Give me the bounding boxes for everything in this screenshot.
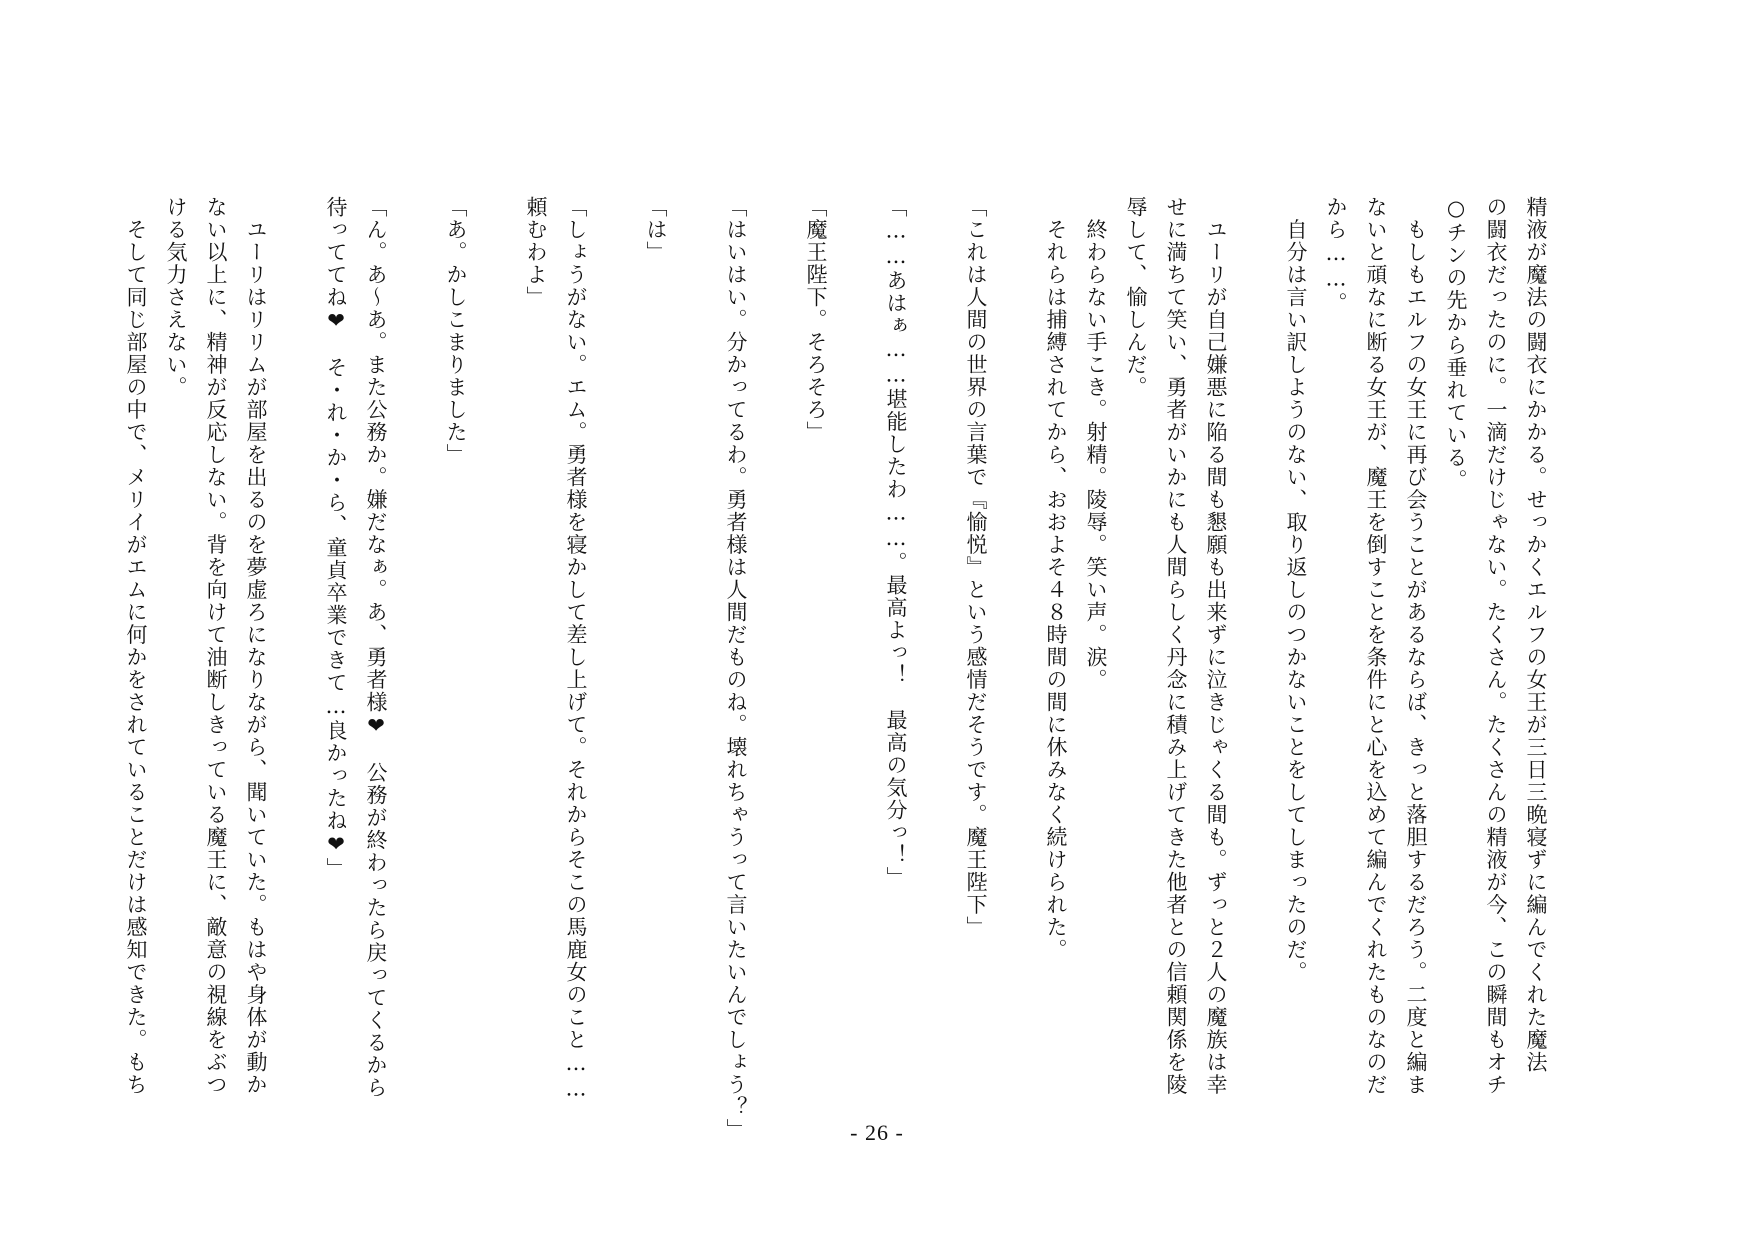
text-line: 精液が魔法の闘衣にかかる。せっかくエルフの女王が三日三晩寝ずに編んでくれた魔法	[1524, 196, 1548, 1074]
text-line: ユーリが自己嫌悪に陥る間も懇願も出来ずに泣きじゃくる間も。ずっと２人の魔族は幸	[1204, 196, 1228, 1096]
blank-line	[596, 196, 636, 1096]
text-line: もしもエルフの女王に再び会うことがあるならば、きっと落胆するだろう。二度と編ま	[1404, 196, 1428, 1096]
text-line: 辱して、愉しんだ。	[1124, 196, 1148, 399]
blank-line	[396, 196, 436, 1096]
text-line: の闘衣だったのに。一滴だけじゃない。たくさん。たくさんの精液が今、この瞬間もオチ	[1484, 196, 1508, 1096]
text-line: 終わらない手こき。射精。陵辱。笑い声。涙。	[1084, 196, 1108, 691]
dialogue-line: 「ん。あ～あ。また公務か。嫌だなぁ。あ、勇者様❤ 公務が終わったら戻ってくるから	[364, 196, 388, 1099]
blank-line	[996, 196, 1036, 1096]
text-line: から……。	[1324, 196, 1348, 315]
dialogue-line: 「はいはい。分かってるわ。勇者様は人間だものね。壊れちゃうって言いたいんでしょう？」	[724, 196, 748, 1141]
text-line: そして同じ部屋の中で、メリイがエムに何かをされていることだけは感知できた。もち	[124, 196, 148, 1096]
dialogue-line: 「しょうがない。エム。勇者様を寝かして差し上げて。それからそこの馬鹿女のこと……	[564, 196, 588, 1102]
text-line: ○チンの先から垂れている。	[1444, 196, 1468, 492]
dialogue-line: 頼むわよ」	[524, 196, 548, 309]
blank-line	[916, 196, 956, 1096]
dialogue-line: 「は」	[644, 196, 668, 264]
page-number: - 26 -	[850, 1120, 904, 1145]
blank-line	[276, 196, 316, 1096]
text-line: 自分は言い訳しようのない、取り返しのつかないことをしてしまったのだ。	[1284, 196, 1308, 984]
blank-line	[756, 196, 796, 1096]
blank-line	[1236, 196, 1276, 1096]
blank-line	[676, 196, 716, 1096]
text-line: せに満ちて笑い、勇者がいかにも人間らしく丹念に積み上げてきた他者との信頼関係を陵	[1164, 196, 1188, 1096]
dialogue-line: 「……あはぁ……堪能したわ……。最高よっ！ 最高の気分っ！」	[884, 196, 908, 889]
dialogue-line: 「魔王陛下。そろそろ」	[804, 196, 828, 444]
text-line: ない以上に、精神が反応しない。背を向けて油断しきっている魔王に、敵意の視線をぶつ	[204, 196, 228, 1096]
dialogue-line: 「これは人間の世界の言葉で『愉悦』という感情だそうです。魔王陛下」	[964, 196, 988, 939]
blank-line	[476, 196, 516, 1096]
dialogue-line: 「あ。かしこまりました」	[444, 196, 468, 466]
blank-line	[836, 196, 876, 1096]
text-line: ユーリはリリムが部屋を出るのを夢虚ろになりながら、聞いていた。もはや身体が動か	[244, 196, 268, 1096]
text-line: ける気力さえない。	[164, 196, 188, 399]
dialogue-line: 待っててね❤ そ・れ・か・ら、童貞卒業できて…良かったね❤」	[324, 196, 348, 880]
text-line: ないと頑なに断る女王が、魔王を倒すことを条件にと心を込めて編んでくれたものなのだ	[1364, 196, 1388, 1096]
text-line: それらは捕縛されてから、おおよそ４８時間の間に休みなく続けられた。	[1044, 196, 1068, 961]
